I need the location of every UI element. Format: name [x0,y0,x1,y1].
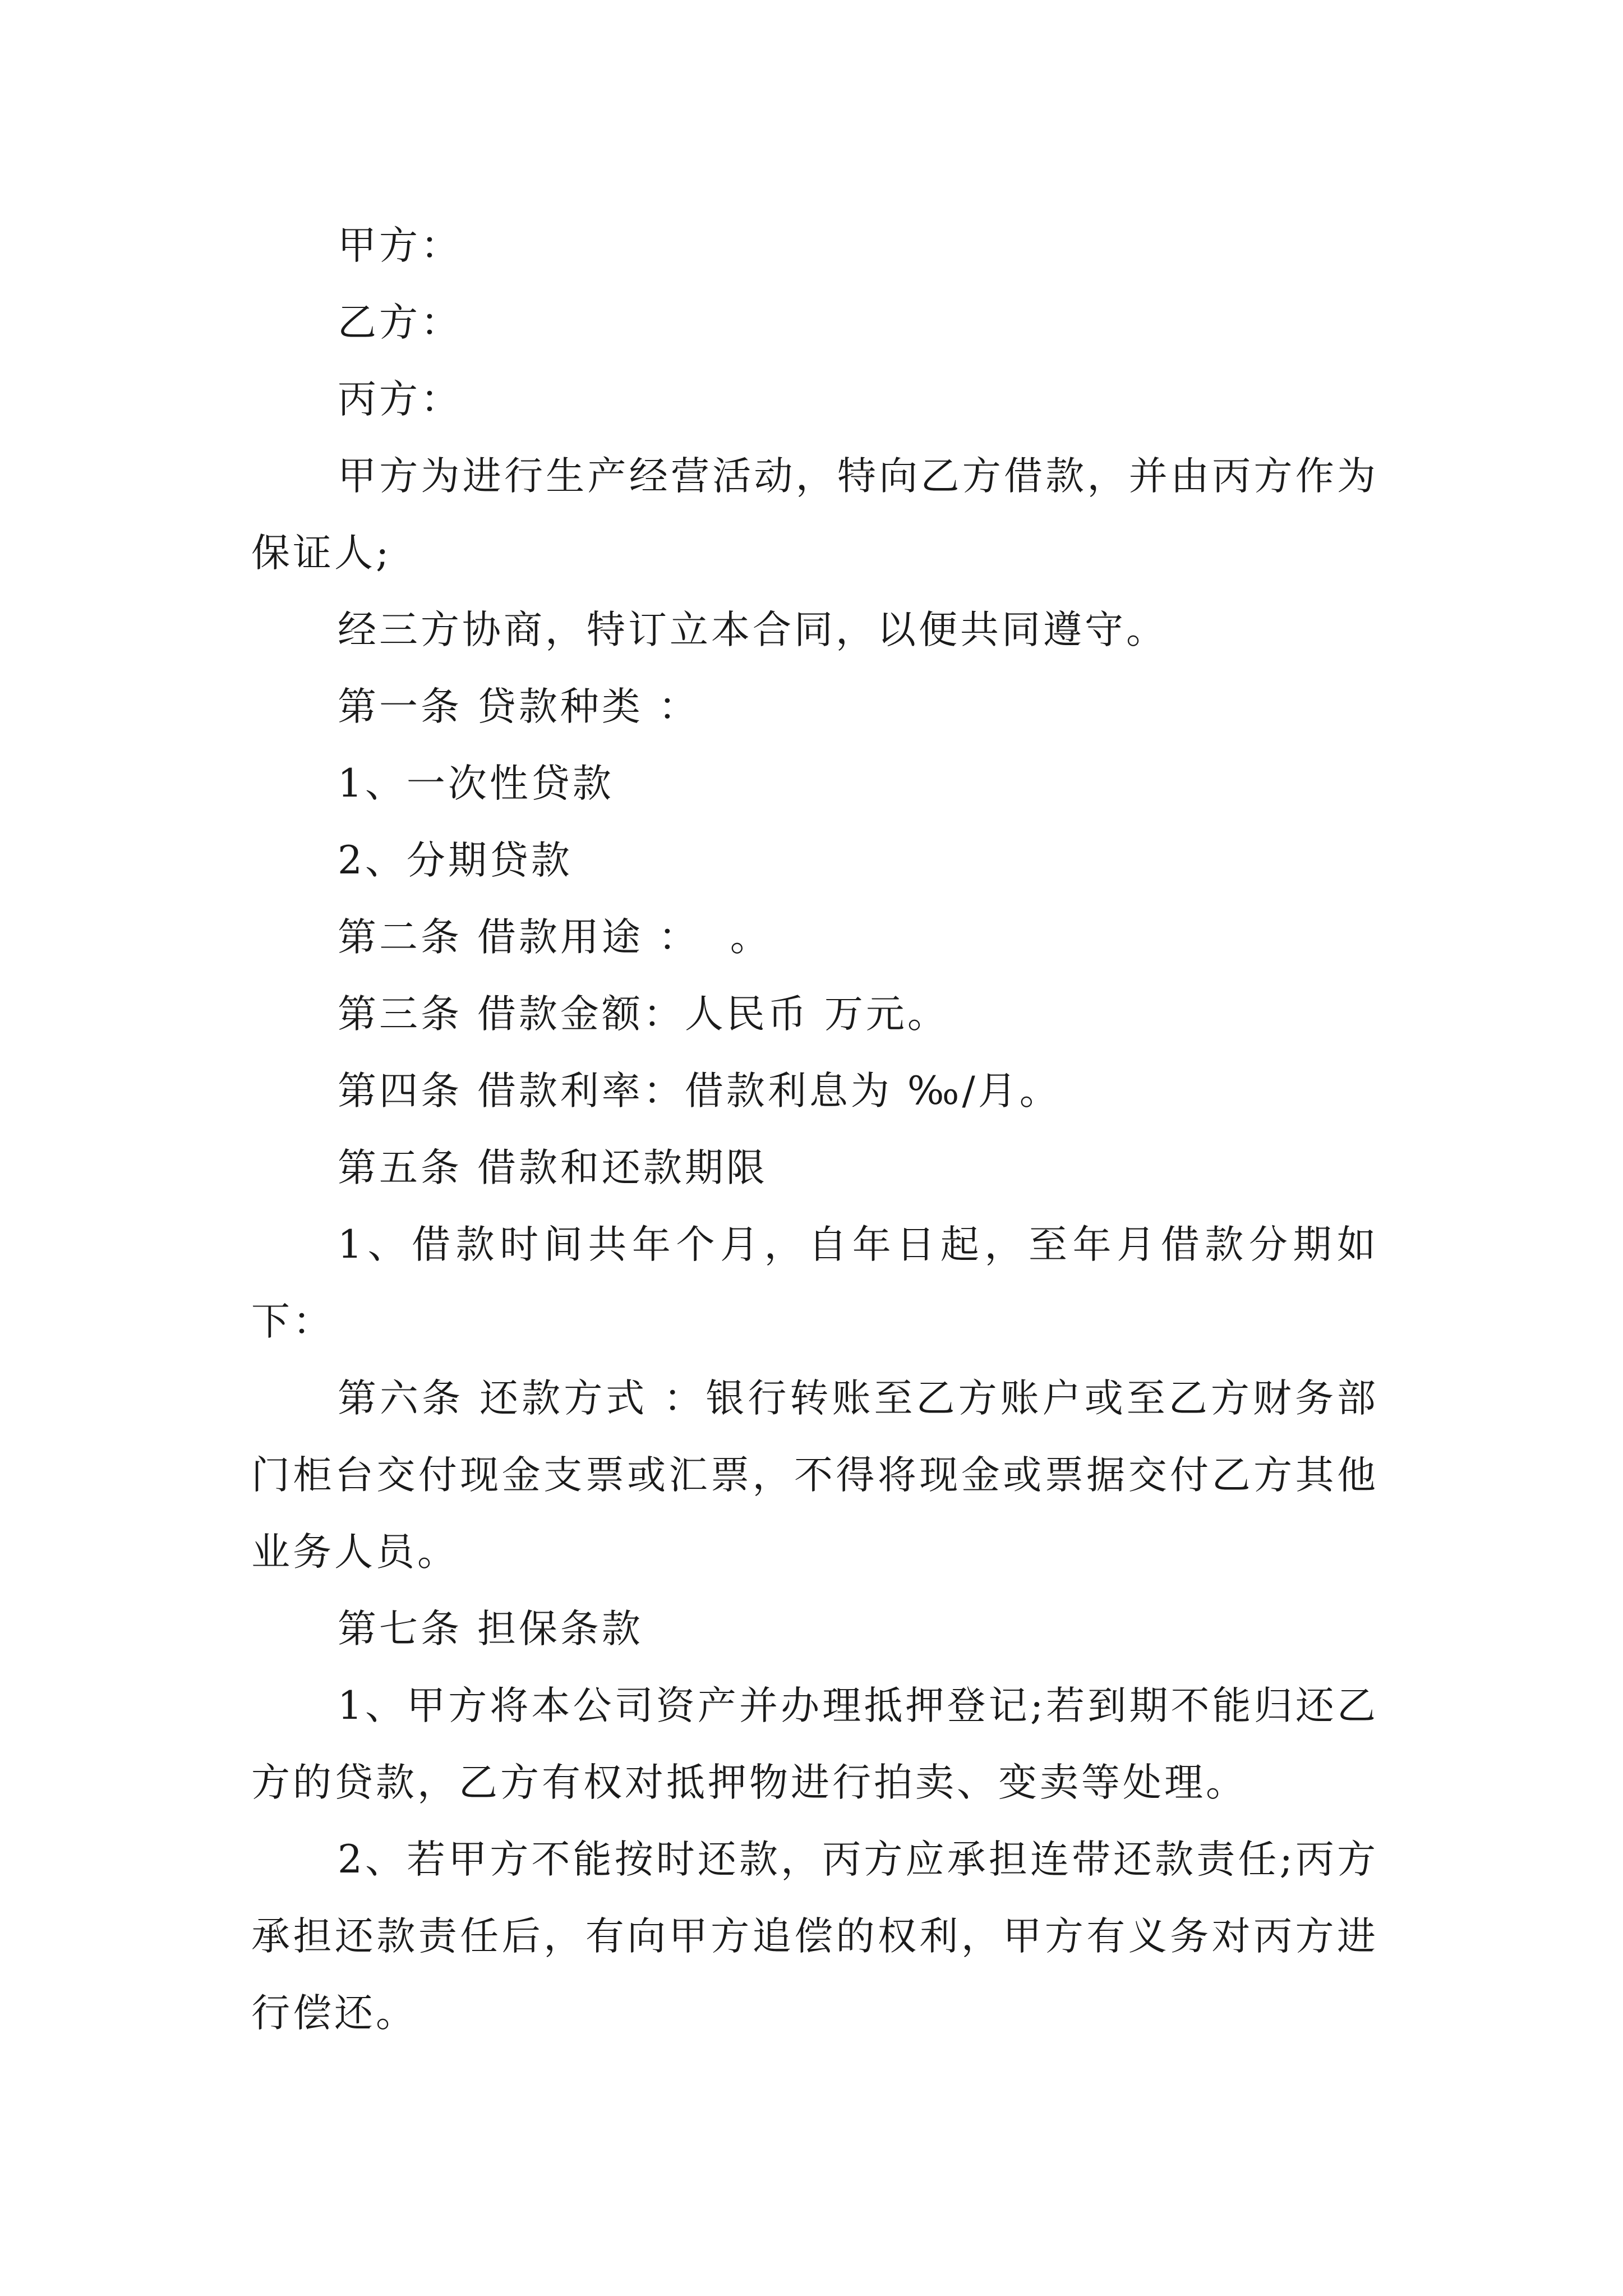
article-7-item-2: 2、若甲方不能按时还款，丙方应承担连带还款责任;丙方承担还款责任后，有向甲方追偿的权利，甲方有义务对丙方进行偿还。 [251,1837,1378,2036]
article-5-item-1: 1、借款时间共年个月，自年日起，至年月借款分期如下： [251,1222,1378,1344]
article-6: 第六条 还款方式 ：银行转账至乙方账户或至乙方财务部门柜台交付现金支票或汇票，不得将现金或票据交付乙方其他业务人员。 [251,1376,1378,1575]
article-7-heading: 第七条 担保条款 [338,1607,643,1651]
party-b-line: 乙方： [338,300,462,345]
party-c-line: 丙方： [338,377,462,422]
article-5-heading: 第五条 借款和还款期限 [338,1145,768,1190]
article-1-item-2: 2、分期贷款 [338,838,573,883]
agreement-paragraph: 经三方协商，特订立本合同，以便共同遵守。 [338,608,1168,652]
purpose-paragraph: 甲方为进行生产经营活动，特向乙方借款，并由丙方作为保证人; [251,454,1378,576]
article-1-item-1: 1、一次性贷款 [338,761,614,806]
document-body [251,208,1378,2052]
article-2: 第二条 借款用途 ： 。 [338,915,772,960]
article-7-item-1: 1、甲方将本公司资产并办理抵押登记;若到期不能归还乙方的贷款，乙方有权对抵押物进行拍卖、变卖等处理。 [251,1683,1378,1805]
article-1-heading: 第一条 贷款种类 ： [338,684,700,729]
article-4: 第四条 借款利率：借款利息为 ‰/月。 [338,1069,1061,1114]
article-3: 第三条 借款金额：人民币 万元。 [338,992,949,1037]
party-a-line: 甲方： [338,223,462,268]
